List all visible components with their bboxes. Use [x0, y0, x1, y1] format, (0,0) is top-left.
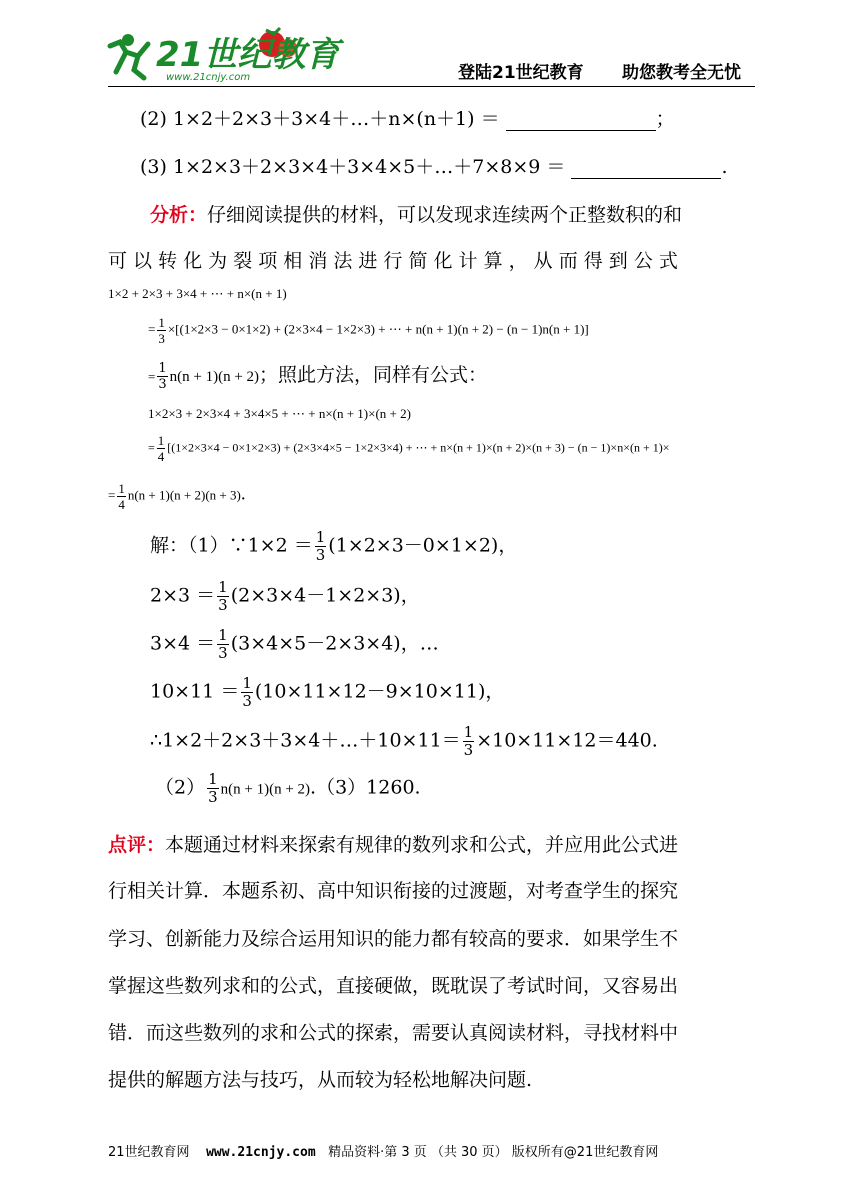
question-2-end: ； — [655, 108, 675, 130]
fraction — [463, 725, 475, 758]
comment-line-1 — [108, 830, 678, 857]
header-brand: 登陆21世纪教育 — [458, 63, 584, 83]
solution-2-post: (2×3×4－1×2×3)， — [230, 584, 420, 607]
solution-6-pre: （2） — [155, 776, 206, 799]
fraction-den: 3 — [158, 331, 165, 346]
fraction-den: 3 — [208, 788, 218, 806]
formula-2 — [148, 316, 589, 345]
analysis-text-1: 仔细阅读提供的材料，可以发现求连续两个正整数积的和 — [207, 204, 683, 226]
header-slogan: 助您教考全无忧 — [622, 63, 741, 83]
solution-line-6 — [155, 772, 421, 805]
footer-url[interactable]: www.21cnjy.com — [206, 1145, 316, 1160]
fraction — [217, 628, 229, 661]
solution-5-pre: ∴1×2＋2×3＋3×4＋…＋10×11＝ — [150, 729, 461, 752]
fraction-den: 3 — [218, 596, 228, 614]
formula-5-body: [(1×2×3×4 − 0×1×2×3) + (2×3×4×5 − 1×2×3×4) + ⋯ + n×(n + 1)×(n + 2)×(n + 3) − (n − 1)×n×(n + 1)× — [167, 440, 670, 455]
analysis-line-2: 可 以 转 化 为 裂 项 相 消 法 进 行 简 化 计 算 ， 从 而 得 到 公 式 — [108, 250, 678, 272]
solution-2-pre: 2×3 ＝ — [150, 584, 216, 607]
question-2 — [140, 104, 675, 131]
solution-line-3 — [150, 628, 439, 661]
formula-3 — [148, 360, 487, 391]
svg-text:21世纪教育: 21世纪教育 — [156, 35, 340, 75]
fraction-num: 1 — [218, 626, 228, 644]
runner-icon — [110, 34, 148, 78]
fraction-num: 1 — [157, 433, 165, 448]
fraction-den: 3 — [463, 741, 474, 759]
formula-6-end: . — [240, 483, 246, 505]
fraction-den: 3 — [218, 644, 228, 662]
solution-line-1 — [150, 530, 517, 563]
fraction — [217, 580, 229, 613]
formula-3-body: n(n + 1)(n + 2) — [169, 369, 260, 385]
formula-1: 1×2 + 2×3 + 3×4 + ⋯ + n×(n + 1) — [108, 286, 287, 301]
solution-1-post: (1×2×3－0×1×2)， — [328, 534, 518, 557]
solution-6-body: n(n + 1)(n + 2) — [220, 781, 311, 798]
answer-blank-3 — [571, 156, 721, 179]
solution-line-5 — [150, 725, 658, 758]
fraction-den: 4 — [157, 449, 165, 464]
formula-3-eq: = — [148, 369, 156, 384]
analysis-label: 分析： — [150, 204, 208, 226]
solution-3-post: (3×4×5－2×3×4)，… — [230, 632, 439, 655]
comment-label: 点评： — [108, 834, 166, 856]
solution-1-pre: 解：（1）∵1×2 ＝ — [150, 534, 313, 557]
fraction-num: 1 — [463, 723, 474, 741]
fraction — [207, 772, 219, 805]
formula-2-eq: = — [148, 321, 156, 337]
solution-4-post: (10×11×12－9×10×11)， — [254, 680, 505, 703]
fraction-den: 3 — [315, 546, 326, 564]
fraction-num: 1 — [218, 578, 228, 596]
comment-line-6: 提供的解题方法与技巧，从而较为轻松地解决问题. — [108, 1069, 533, 1091]
fraction-den: 3 — [242, 692, 252, 710]
comment-line-2: 行相关计算．本题系初、高中知识衔接的过渡题，对考查学生的探究 — [108, 880, 679, 902]
fraction-num: 1 — [208, 770, 218, 788]
comment-text-1: 本题通过材料来探索有规律的数列求和公式，并应用此公式进 — [165, 834, 679, 856]
fraction-den: 3 — [158, 377, 167, 392]
question-3-text: (3) 1×2×3＋2×3×4＋3×4×5＋…＋7×8×9 ＝ — [140, 156, 566, 178]
fraction-num: 1 — [158, 361, 167, 376]
solution-6-post: .（3）1260. — [310, 776, 421, 799]
fraction-num: 1 — [158, 315, 165, 330]
formula-3-text: ；照此方法，同样有公式： — [259, 364, 488, 386]
formula-6-body: n(n + 1)(n + 2)(n + 3) — [127, 487, 241, 503]
formula-6 — [108, 482, 246, 511]
answer-blank-2 — [506, 108, 656, 131]
fraction — [315, 530, 327, 563]
comment-line-5: 错．而这些数列的求和公式的探索，需要认真阅读材料，寻找材料中 — [108, 1022, 679, 1044]
analysis-line-1 — [150, 200, 682, 227]
fraction-den: 4 — [118, 497, 125, 512]
header-rule — [108, 86, 755, 87]
fraction-num: 1 — [315, 528, 326, 546]
fraction — [157, 316, 166, 345]
formula-5-eq: = — [148, 440, 155, 455]
page-footer — [108, 1141, 658, 1160]
fraction — [157, 362, 167, 391]
footer-page-info: 精品资料·第 3 页 （共 30 页） 版权所有@21世纪教育网 — [328, 1145, 659, 1160]
question-2-text: (2) 1×2＋2×3＋3×4＋…＋n×(n＋1) ＝ — [140, 108, 500, 130]
comment-line-4: 掌握这些数列求和的公式，直接硬做，既耽误了考试时间，又容易出 — [108, 975, 679, 997]
solution-line-2 — [150, 580, 420, 613]
solution-line-4 — [150, 676, 504, 709]
formula-6-eq: = — [108, 487, 116, 503]
site-logo — [108, 22, 340, 84]
footer-site: 21世纪教育网 — [108, 1145, 190, 1160]
comment-line-3: 学习、创新能力及综合运用知识的能力都有较高的要求．如果学生不 — [108, 928, 679, 950]
fraction-num: 1 — [118, 481, 125, 496]
fraction-num: 1 — [242, 674, 252, 692]
formula-4: 1×2×3 + 2×3×4 + 3×4×5 + ⋯ + n×(n + 1)×(n + 2) — [148, 406, 411, 421]
question-3-end: . — [721, 156, 728, 178]
solution-5-post: ×10×11×12＝440. — [476, 729, 658, 752]
fraction — [117, 482, 126, 511]
formula-2-body: ×[(1×2×3 − 0×1×2) + (2×3×4 − 1×2×3) + ⋯ + n(n + 1)(n + 2) − (n − 1)n(n + 1)] — [167, 321, 589, 337]
solution-3-pre: 3×4 ＝ — [150, 632, 216, 655]
solution-4-pre: 10×11 ＝ — [150, 680, 240, 703]
formula-5 — [148, 434, 669, 463]
question-3 — [140, 152, 728, 179]
fraction — [241, 676, 253, 709]
svg-text:www.21cnjy.com: www.21cnjy.com — [166, 72, 251, 83]
fraction — [157, 434, 166, 463]
